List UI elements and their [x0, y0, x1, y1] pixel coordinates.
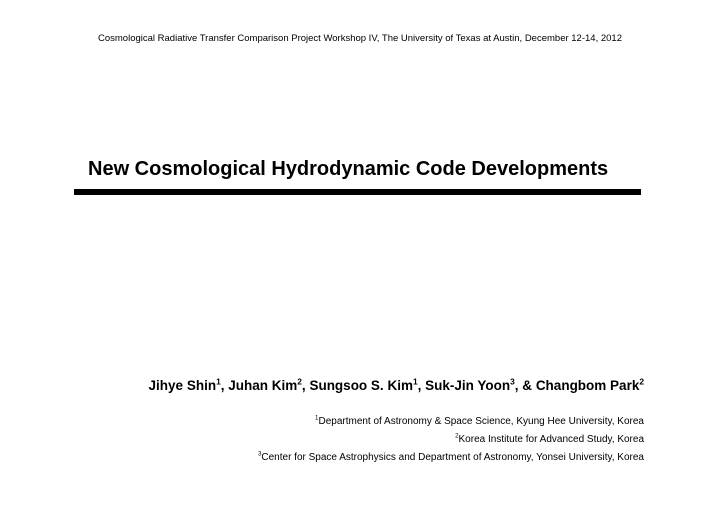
workshop-header: Cosmological Radiative Transfer Comparison Project Workshop IV, The University of Texas at Austin, December 12-14, 2012 — [98, 33, 622, 44]
author-list — [149, 378, 644, 393]
author-name: Juhan Kim — [228, 378, 298, 393]
author-affil-mark: 2 — [639, 376, 644, 387]
affiliation-text: Department of Astronomy & Space Science, Kyung Hee University, Korea — [318, 416, 644, 427]
author-name: Jihye Shin — [148, 378, 217, 393]
author-affil-mark: 1 — [412, 376, 418, 387]
author-affil-mark: 2 — [297, 376, 302, 387]
affiliation-2 — [455, 434, 644, 445]
author-affil-mark: 3 — [510, 376, 515, 387]
affiliation-number: 3 — [257, 450, 262, 458]
affiliation-1 — [315, 416, 644, 427]
title-underline-rule — [74, 189, 641, 195]
author-name: Suk-Jin Yoon — [425, 378, 511, 393]
affiliation-text: Center for Space Astrophysics and Department of Astronomy, Yonsei University, Korea — [261, 452, 644, 463]
author-name: Sungsoo S. Kim — [309, 378, 413, 393]
author-affil-mark: 1 — [216, 376, 221, 387]
author-separator: , & — [514, 378, 536, 393]
affiliation-number: 1 — [315, 414, 319, 422]
affiliation-number: 2 — [455, 432, 459, 440]
author-name: Changbom Park — [535, 378, 640, 393]
affiliation-3 — [258, 452, 644, 463]
page-title: New Cosmological Hydrodynamic Code Developments — [88, 158, 609, 180]
author-separator: , — [301, 378, 310, 393]
author-separator: , — [220, 378, 229, 393]
author-separator: , — [417, 378, 426, 393]
affiliation-text: Korea Institute for Advanced Study, Korea — [458, 434, 644, 445]
